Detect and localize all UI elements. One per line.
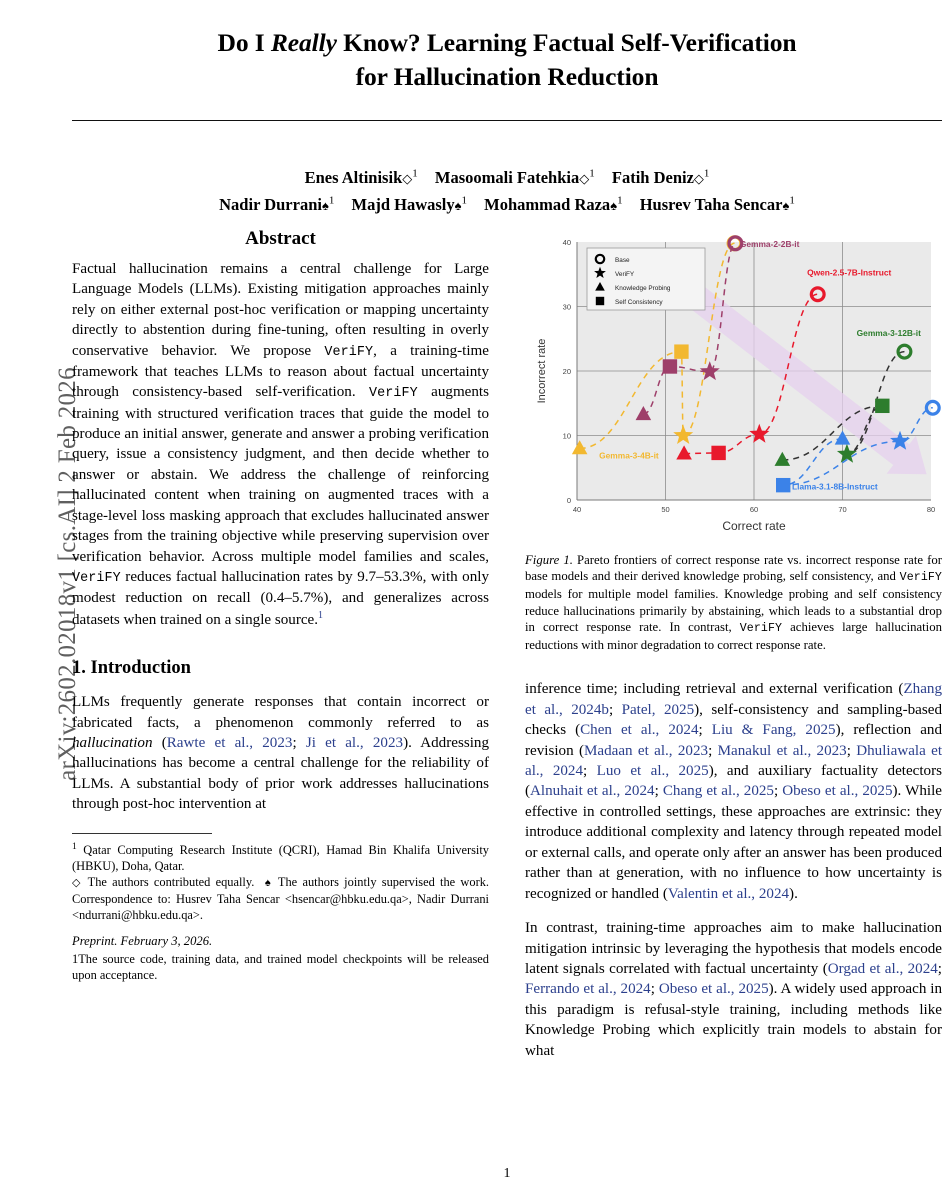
citation-link[interactable]: Luo et al., 2025	[596, 763, 709, 780]
marker-self-consistency	[875, 399, 889, 413]
x-tick-label: 70	[838, 505, 847, 514]
section-heading-introduction: 1. Introduction	[72, 658, 191, 679]
verify-mono: VeriFY	[899, 571, 942, 585]
author: Mohammad Raza♠$^1$	[484, 194, 623, 214]
page-title	[102, 26, 912, 94]
right-column	[525, 228, 942, 1061]
spade-icon: ♠	[264, 877, 273, 890]
source-code-footnote: 1The source code, training data, and trained model checkpoints will be released upon acceptance.	[72, 952, 489, 983]
chart-legend	[587, 248, 705, 310]
marker-self-consistency	[674, 344, 688, 358]
x-tick-label: 40	[572, 505, 582, 514]
author-row-2	[72, 192, 942, 219]
title-line-1: Do I Really Know? Learning Factual Self-Verification	[217, 28, 797, 57]
author-symbol-spade-icon: ♠	[610, 197, 618, 213]
author-list	[72, 165, 942, 218]
title-line-2: for Hallucination Reduction	[355, 61, 659, 91]
y-tick-label: 30	[562, 302, 571, 312]
series-label: Llama-3.1-8B-Instruct	[792, 481, 878, 492]
y-axis-label: Incorrect rate	[536, 338, 548, 404]
legend-sc-icon	[596, 297, 604, 305]
figure-caption: Figure 1. Pareto frontiers of correct response rate vs. incorrect response rate for base models and their derived knowledge probing, self consistency, and VeriFY models for multiple model families. Knowledge probing and self consistency reduce hallucinations primarily by abstaining, which leads to a substantial drop in correct response rate. In contrast, VeriFY achieves large hallucination reductions with minor degradation to correct response rate.	[525, 553, 942, 652]
x-tick-label: 50	[661, 505, 670, 514]
author: Fatih Deniz◇$^1$	[611, 167, 710, 187]
marker-self-consistency	[776, 478, 790, 492]
two-column-body	[72, 228, 942, 1061]
y-tick-label: 10	[562, 431, 571, 441]
term-hallucination: hallucination	[72, 734, 153, 751]
author-row-1	[72, 165, 942, 192]
legend-label: Base	[615, 257, 630, 264]
series-label: Gemma-2-2B-it	[739, 239, 800, 250]
author-symbol-diamond-icon: ◇	[402, 170, 413, 186]
citation-link[interactable]: Ji et al., 2023	[305, 734, 404, 751]
page-number: 1	[503, 1166, 511, 1181]
right-paragraph-2: In contrast, training-time approaches aim to make hallucination mitigation intrinsic by leveraging the hypothesis that models encode latent signals correlated with factual uncertainty (Orgad et al., 2024; Ferrando et al., 2024; Obeso et al., 2025). A widely used approach in this paradigm is refusal-style training, including methods like Knowledge Probing which explicitly train models to abstain for what	[525, 920, 942, 1059]
legend-label: Knowledge Probing	[615, 285, 671, 292]
introduction-paragraph: LLMs frequently generate responses that contain incorrect or fabricated facts, a phenomenon commonly referred to as hallucination (Rawte et al., 2023; Ji et al., 2023). Addressing hallucinations has become a central challenge for the reliability of LLMs. A substantial body of prior work addresses hallucinations through post-hoc intervention at	[72, 694, 489, 813]
pareto-scatter-chart	[525, 228, 942, 543]
footnote-block	[72, 833, 489, 984]
citation-link[interactable]: Alnuhait et al., 2024	[530, 783, 655, 800]
figure-1	[525, 228, 942, 653]
author-symbol-spade-icon: ♠	[321, 197, 329, 213]
y-tick-label: 0	[566, 496, 571, 505]
verify-mono: VeriFY	[368, 386, 418, 402]
x-tick-label: 60	[749, 505, 759, 514]
verify-mono: VeriFY	[324, 344, 374, 360]
marker-self-consistency	[663, 359, 677, 373]
legend-label: VeriFY	[615, 271, 635, 278]
citation-link[interactable]: Chen et al., 2024	[580, 722, 699, 739]
chart-svg	[525, 228, 942, 543]
x-tick-label: 80	[926, 505, 936, 514]
author: Enes Altinisik◇$^1$	[304, 167, 418, 187]
right-paragraph-1: inference time; including retrieval and external verification (Zhang et al., 2024b; Patel, 2025), self-consistency and sampling-based checks (Chen et al., 2024; Liu & Fang, 2025), reflection and revision (Madaan et al., 2023; Manakul et al., 2023; Dhuliawala et al., 2024; Luo et al., 2025), and auxiliary factuality detectors (Alnuhait et al., 2024; Chang et al., 2025; Obeso et al., 2025). While effective in controlled settings, these approaches are extrinsic: they introduce additional complexity and latency through repeated model or external calls, and operate only after an answer has been produced rather than at generation, with no influence to how uncertainty is recognized or handled (Valentin et al., 2024).	[525, 681, 942, 902]
citation-link[interactable]: Dhuliawala et al., 2024	[525, 742, 942, 780]
citation-link[interactable]: Obeso et al., 2025	[658, 981, 769, 998]
citation-link[interactable]: Rawte et al., 2023	[166, 734, 293, 751]
x-axis-label: Correct rate	[722, 519, 786, 533]
footnote-marker[interactable]: 1	[318, 609, 324, 621]
left-column	[72, 228, 489, 1061]
citation-link[interactable]: Chang et al., 2025	[662, 783, 774, 800]
title-divider	[72, 120, 942, 121]
series-label: Gemma-3-4B-it	[599, 450, 659, 461]
arxiv-stamp: arXiv:2602.02018v1 [cs.AI] 2 Feb 2026	[54, 367, 81, 781]
citation-link[interactable]: Orgad et al., 2024	[827, 960, 938, 977]
citation-link[interactable]: Obeso et al., 2025	[782, 783, 893, 800]
series-label: Gemma-3-12B-it	[856, 328, 921, 339]
citation-link[interactable]: Zhang et al., 2024b	[525, 681, 942, 718]
y-tick-label: 20	[562, 367, 571, 376]
footnote-divider	[72, 833, 212, 834]
citation-link[interactable]: Ferrando et al., 2024	[525, 981, 651, 998]
figure-label: Figure 1.	[525, 553, 573, 567]
author-symbol-diamond-icon: ◇	[579, 170, 590, 186]
diamond-icon: ◇	[72, 877, 83, 890]
author: Majd Hawasly♠$^1$	[351, 194, 468, 214]
abstract-heading: Abstract	[245, 228, 316, 249]
title-emphasis: Really	[270, 28, 337, 57]
affiliation-footnote: $^1$ Qatar Computing Research Institute (QCRI), Hamad Bin Khalifa University (HBKU), Doha, Qatar. ◇ The authors contributed equally. ♠ The authors jointly supervised the work. Correspondence to: Husrev Taha Sencar <hsencar@hbku.edu.qa>, Nadir Durrani <ndurrani@hbku.edu.qa>.	[72, 841, 489, 922]
citation-link[interactable]: Patel, 2025	[621, 701, 695, 718]
y-tick-label: 40	[562, 238, 571, 247]
author: Masoomali Fatehkia◇$^1$	[434, 167, 595, 187]
author: Husrev Taha Sencar♠$^1$	[639, 194, 795, 214]
citation-link[interactable]: Madaan et al., 2023	[583, 742, 709, 759]
author-symbol-spade-icon: ♠	[454, 197, 462, 213]
citation-link[interactable]: Manakul et al., 2023	[717, 742, 847, 759]
verify-mono: VeriFY	[739, 622, 783, 636]
marker-self-consistency	[711, 446, 725, 460]
abstract-text: Factual hallucination remains a central challenge for Large Language Models (LLMs). Existing mitigation approaches mainly rely on either external post-hoc verification or mapping uncertainty directly to abstention during fine-tuning, often resulting in overly conservative behavior. We propose VeriFY, a training-time framework that teaches LLMs to reason about factual uncertainty through consistency-based self-verification. VeriFY augments training with structured verification traces that guide the model to produce an initial answer, generate and answer a probing verification query, issue a consistency judgment, and then decide whether to answer or abstain. We address the challenge of reinforcing hallucinated content when training on augmented traces with a stage-level loss masking approach that excludes hallucinated answer stages from the training objective while preserving supervision over verification behavior. Across multiple model families and scales, VeriFY reduces factual hallucination rates by 9.7–53.3%, with only modest reduction on recall (0.4–5.7%), and generalizes across datasets when trained on a single source.$^1$	[72, 261, 489, 628]
author-symbol-diamond-icon: ◇	[693, 170, 704, 186]
preprint-line: Preprint. February 3, 2026.	[72, 934, 213, 949]
citation-link[interactable]: Liu & Fang, 2025	[711, 722, 836, 739]
paper-page	[72, 0, 942, 1200]
verify-mono: VeriFY	[72, 571, 121, 586]
series-label: Qwen-2.5-7B-Instruct	[807, 267, 892, 278]
author-symbol-spade-icon: ♠	[782, 197, 790, 213]
author: Nadir Durrani♠$^1$	[219, 194, 335, 214]
legend-label: Self Consistency	[615, 299, 663, 306]
citation-link[interactable]: Valentin et al., 2024	[667, 885, 790, 902]
